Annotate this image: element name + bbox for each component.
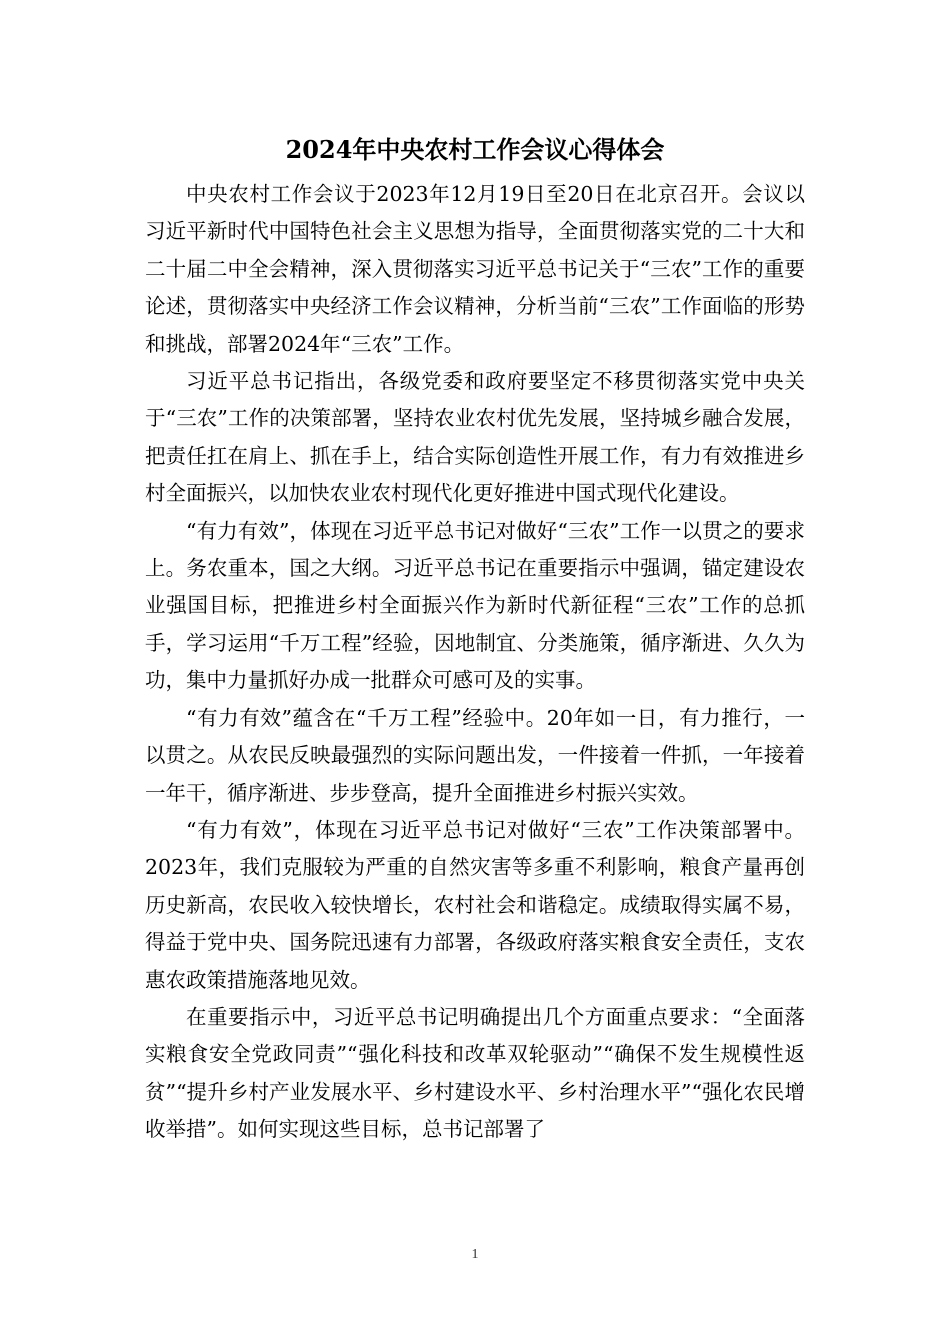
page-number: 1	[471, 1247, 479, 1262]
document-title: 2024年中央农村工作会议心得体会	[285, 135, 665, 164]
document-body	[145, 176, 805, 1149]
paragraph-key-requirements: 在重要指示中，习近平总书记明确提出几个方面重点要求：“全面落实粮食安全党政同责”“强化科技和改革双轮驱动”“确保不发生规模性返贫”“提升乡村产业发展水平、乡村建设水平、乡村治理水平”“强化农民增收举措”。如何实现这些目标，总书记部署了	[145, 1004, 805, 1142]
paragraph-qianwan-project: “有力有效”蕴含在“千万工程”经验中。20年如一日，有力推行，一以贯之。从农民反映最强烈的实际问题出发，一件接着一件抓，一年接着一年干，循序渐进、步步登高，提升全面推进乡村振兴实效。	[145, 705, 805, 805]
paragraph-xi-instruction: 习近平总书记指出，各级党委和政府要坚定不移贯彻落实党中央关于“三农”工作的决策部署，坚持农业农村优先发展，坚持城乡融合发展，把责任扛在肩上、抓在手上，结合实际创造性开展工作，有力有效推进乡村全面振兴，以加快农业农村现代化更好推进中国式现代化建设。	[145, 369, 805, 506]
paragraph-meeting-intro: 中央农村工作会议于2023年12月19日至20日在北京召开。会议以习近平新时代中国特色社会主义思想为指导，全面贯彻落实党的二十大和二十届二中全会精神，深入贯彻落实习近平总书记关于“三农”工作的重要论述，贯彻落实中央经济工作会议精神，分析当前“三农”工作面临的形势和挑战，部署2024年“三农”工作。	[145, 182, 805, 356]
paragraph-decision-deployment: “有力有效”，体现在习近平总书记对做好“三农”工作决策部署中。2023年，我们克服较为严重的自然灾害等多重不利影响，粮食产量再创历史新高，农民收入较快增长，农村社会和谐稳定。成绩取得实属不易，得益于党中央、国务院迅速有力部署，各级政府落实粮食安全责任，支农惠农政策措施落地见效。	[145, 817, 805, 992]
paragraph-requirements: “有力有效”，体现在习近平总书记对做好“三农”工作一以贯之的要求上。务农重本，国之大纲。习近平总书记在重要指示中强调，锚定建设农业强国目标，把推进乡村全面振兴作为新时代新征程“三农”工作的总抓手，学习运用“千万工程”经验，因地制宜、分类施策，循序渐进、久久为功，集中力量抓好办成一批群众可感可及的实事。	[145, 518, 805, 693]
